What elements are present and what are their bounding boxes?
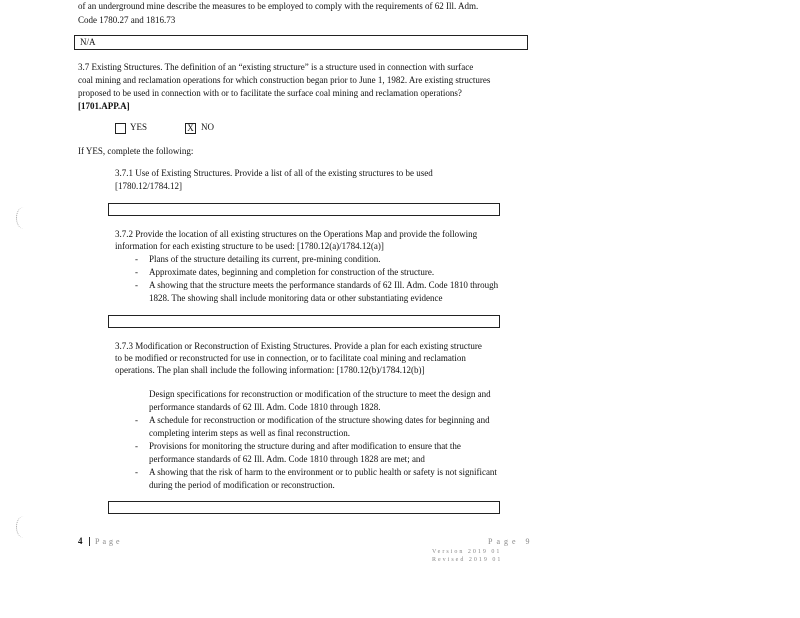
yes-label: YES [130, 122, 148, 132]
s373-text-box[interactable] [108, 501, 500, 514]
bullet-dash: - [135, 280, 138, 290]
s371-line-1: 3.7.1 Use of Existing Structures. Provide a list of all of the existing structures to be used [115, 168, 433, 178]
s373-item-4-cont: during the period of modification or reconstruction. [149, 480, 335, 490]
s372-bullet-2: Approximate dates, beginning and completion for construction of the structure. [149, 267, 435, 277]
margin-mark-top [16, 207, 31, 229]
s373-item-2-cont: completing interim steps as well as final reconstruction. [149, 428, 350, 438]
footer-divider [89, 537, 90, 546]
s372-line-1: 3.7.2 Provide the location of all existing structures on the Operations Map and provide the following [115, 229, 478, 239]
s37-line-3: proposed to be used in connection with or to facilitate the surface coal mining and reclamation operations? [78, 88, 462, 98]
no-label: NO [201, 122, 214, 132]
s372-bullet-1: Plans of the structure detailing its current, pre-mining condition. [149, 254, 381, 264]
intro-line-2: Code 1780.27 and 1816.73 [78, 15, 176, 25]
s373-line-3: operations. The plan shall include the following information: [1780.12(b)/1784.12(b)] [115, 365, 425, 375]
s373-item-3: Provisions for monitoring the structure during and after modification to ensure that the [149, 441, 461, 451]
s372-line-2: information for each existing structure to be used: [1780.12(a)/1784.12(a)] [115, 241, 384, 251]
footer-right-bottom: Revised 2019 01 [432, 557, 503, 563]
margin-mark-bottom [16, 516, 31, 538]
no-checkbox[interactable]: X [185, 123, 196, 134]
s372-bullet-3: A showing that the structure meets the performance standards of 62 Ill. Adm. Code 1810 through [149, 280, 499, 290]
footer-right-mid: Version 2019 01 [432, 549, 502, 555]
s371-reference: [1780.12/1784.12] [115, 181, 182, 191]
bullet-dash: - [135, 267, 138, 277]
yes-checkbox[interactable] [115, 123, 126, 134]
if-yes-instruction: If YES, complete the following: [78, 146, 194, 156]
s373-item-2: A schedule for reconstruction or modification of the structure showing dates for beginning and [149, 415, 490, 425]
footer-page-number: 4 [78, 536, 83, 546]
footer-page-label: Page [95, 537, 123, 546]
s373-item-1-cont: performance standards of 62 Ill. Adm. Code 1810 through 1828. [149, 402, 381, 412]
s37-line-1: 3.7 Existing Structures. The definition of an “existing structure” is a structure used in connection with surface [78, 62, 474, 72]
na-value: N/A [80, 37, 96, 47]
s37-reference: [1701.APP.A] [78, 101, 130, 111]
s372-text-box[interactable] [108, 315, 500, 328]
s372-bullet-3-cont: 1828. The showing shall include monitoring data or other substantiating evidence [149, 293, 443, 303]
s371-text-box[interactable] [108, 203, 500, 216]
s373-item-4: A showing that the risk of harm to the environment or to public health or safety is not significant [149, 467, 497, 477]
s373-line-2: to be modified or reconstructed for use in connection, or to facilitate coal mining and reclamation [115, 353, 466, 363]
footer-right-top: Page 9 [488, 537, 534, 546]
s373-item-1: Design specifications for reconstruction or modification of the structure to meet the design and [149, 389, 491, 399]
na-text-box[interactable] [74, 35, 528, 50]
bullet-dash: - [135, 254, 138, 264]
s373-item-3-cont: performance standards of 62 Ill. Adm. Code 1810 through 1828 are met; and [149, 454, 425, 464]
bullet-dash: - [135, 415, 138, 425]
s373-line-1: 3.7.3 Modification or Reconstruction of Existing Structures. Provide a plan for each existing structure [115, 341, 482, 351]
s37-line-2: coal mining and reclamation operations for which construction began prior to June 1, 1982. Are existing structures [78, 75, 491, 85]
intro-line-1: of an underground mine describe the measures to be employed to comply with the requirements of 62 Ill. Adm. [78, 1, 479, 11]
bullet-dash: - [135, 441, 138, 451]
bullet-dash: - [135, 467, 138, 477]
